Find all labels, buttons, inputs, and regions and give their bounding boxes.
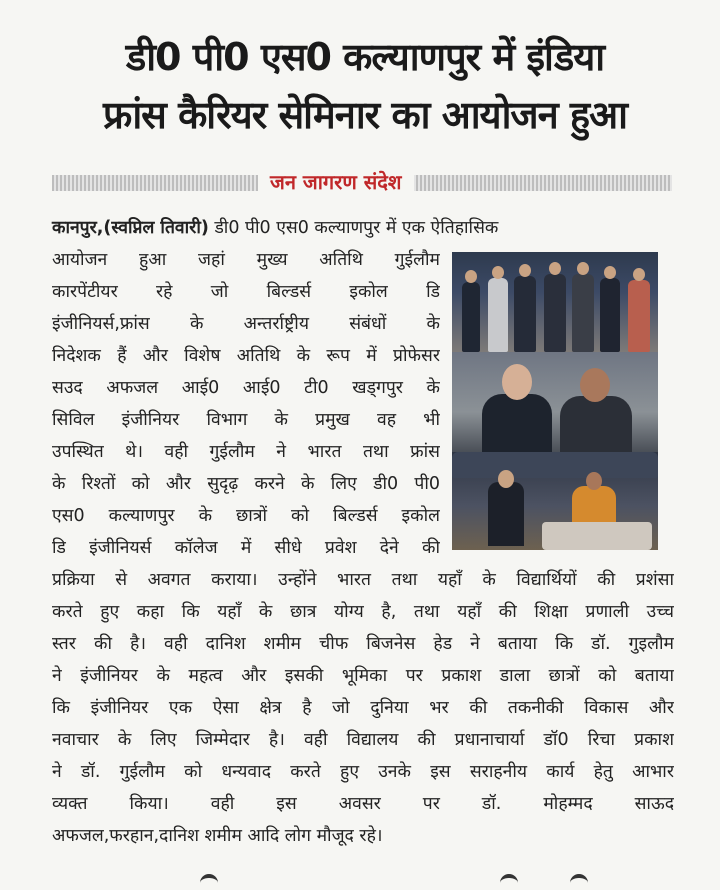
- next-article-edge: [0, 868, 720, 890]
- headline: [40, 28, 690, 144]
- dateline: कानपुर,(स्वप्निल तिवारी): [52, 218, 209, 238]
- narrow-line: सिविल इंजीनियर विभाग के प्रमुख वह भी: [52, 410, 440, 430]
- narrow-line: के रिश्तों को और सुदृढ़ करने के लिए डी0 पी0: [52, 474, 440, 494]
- body-line-1: [52, 212, 674, 244]
- cut-glyph: [200, 874, 218, 890]
- narrow-line: आयोजन हुआ जहां मुख्य अतिथि गुईलौम: [52, 250, 440, 270]
- two-men-portrait-photo: [452, 352, 658, 452]
- cut-glyph: [500, 874, 518, 890]
- narrow-line: सउद अफजल आई0 आई0 टी0 खड्गपुर के: [52, 378, 440, 398]
- wide-line: करते हुए कहा कि यहाँ के छात्र योग्य है, तथा यहाँ की शिक्षा प्रणाली उच्च: [52, 602, 674, 622]
- narrow-line: डि इंजीनियर्स कॉलेज में सीधे प्रवेश देने की: [52, 538, 440, 558]
- narrow-line: कारपेंटीयर रहे जो बिल्डर्स इकोल डि: [52, 282, 440, 302]
- wide-line: व्यक्त किया। वही इस अवसर पर डॉ. मोहम्मद साऊद: [52, 794, 674, 814]
- wide-line: नवाचार के लिए जिम्मेदार है। वही विद्यालय की प्रधानाचार्या डॉ0 रिचा प्रकाश: [52, 730, 674, 750]
- event-photo-collage: [452, 252, 658, 550]
- seminar-stage-photo: [452, 452, 658, 550]
- last-line: अफजल,फरहान,दानिश शमीम आदि लोग मौजूद रहे।: [52, 826, 383, 846]
- wide-line: प्रक्रिया से अवगत कराया। उन्होंने भारत तथा यहाँ के विद्यार्थियों की प्रशंसा: [52, 570, 674, 590]
- source-label: जन जागरण संदेश: [258, 168, 414, 196]
- wide-line: स्तर की है। वही दानिश शमीम चीफ बिजनेस हेड ने बताया कि डॉ. गुइलौम: [52, 634, 674, 654]
- headline-line-2: फ्रांस कैरियर सेमिनार का आयोजन हुआ: [103, 93, 627, 137]
- wide-line: ने इंजीनियर के महत्व और इसकी भूमिका पर प्रकाश डाला छात्रों को बताया: [52, 666, 674, 686]
- cut-glyph: [570, 874, 588, 890]
- narrow-line: इंजीनियर्स,फ्रांस के अन्तर्राष्ट्रीय संबंधों के: [52, 314, 440, 334]
- body-line-1-rest: डी0 पी0 एस0 कल्याणपुर में एक ऐतिहासिक: [208, 218, 499, 238]
- group-stage-photo: [452, 252, 658, 352]
- narrow-line: निदेशक हैं और विशेष अतिथि के रूप में प्रोफेसर: [52, 346, 440, 366]
- narrow-line: उपस्थित थे। वही गुईलौम ने भारत तथा फ्रांस: [52, 442, 440, 462]
- wide-line: ने डॉ. गुईलौम को धन्यवाद करते हुए उनके इस सराहनीय कार्य हेतु आभार: [52, 762, 674, 782]
- headline-line-1: डी0 पी0 एस0 कल्याणपुर में इंडिया: [125, 35, 605, 79]
- narrow-line: एस0 कल्याणपुर के छात्रों को बिल्डर्स इकोल: [52, 506, 440, 526]
- wide-line: कि इंजीनियर एक ऐसा क्षेत्र है जो दुनिया भर की तकनीकी विकास और: [52, 698, 674, 718]
